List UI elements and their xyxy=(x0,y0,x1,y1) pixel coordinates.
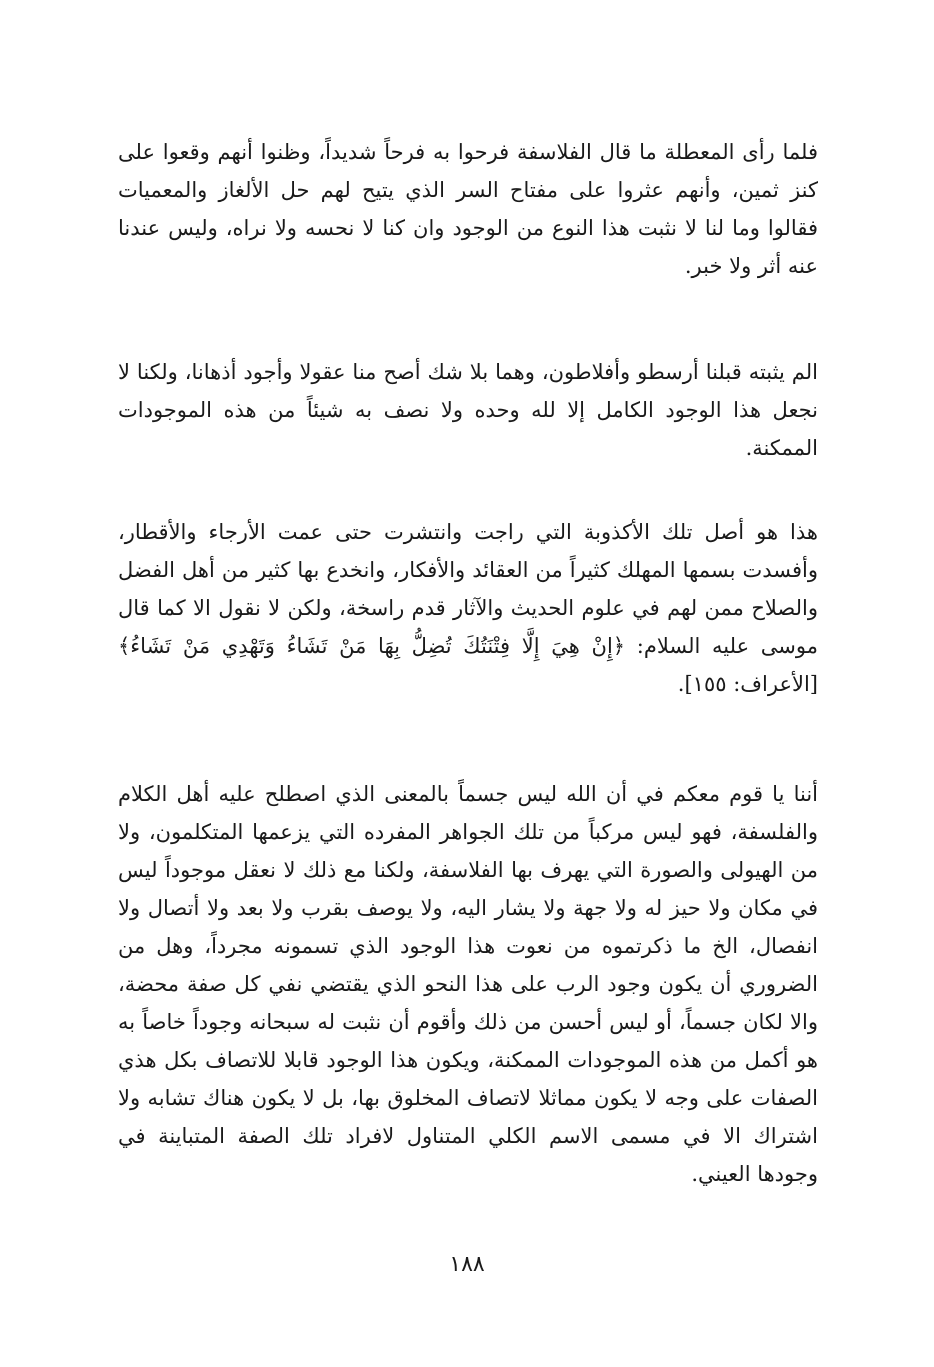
paragraph-1: فلما رأى المعطلة ما قال الفلاسفة فرحوا به فرحاً شديداً، وظنوا أنهم وقعوا على كنز ثمين، وأنهم عثروا على مفتاح السر الذي يتيح لهم حل الألغاز والمعميات فقالوا وما لنا لا نثبت هذا النوع من الوجود وان كنا لا نحسه ولا نراه، وليس عندنا عنه أثر ولا خبر. xyxy=(118,140,818,278)
paragraph-2: الم يثبته قبلنا أرسطو وأفلاطون، وهما بلا شك أصح منا عقولا وأجود أذهانا، ولكنا لا نجعل هذا الوجود الكامل إلا لله وحده ولا نصف به شيئاً من هذه الموجودات الممكنة. xyxy=(118,360,818,460)
page-number: ١٨٨ xyxy=(449,1252,485,1277)
paragraph-3: هذا هو أصل تلك الأكذوبة التي راجت وانتشرت حتى عمت الأرجاء والأقطار، وأفسدت بسمها المهلك كثيراً من العقائد والأفكار، وانخدع بها كثير من أهل الفضل والصلاح ممن لهم في علوم الحديث والآثار قدم راسخة، ولكن لا نقول الا كما قال موسى عليه السلام: ﴿إِنْ هِيَ إِلَّا فِتْنَتُكَ تُضِلُّ بِهَا مَنْ تَشَاءُ وَتَهْدِي مَنْ تَشَاءُ﴾ [الأعراف: ١٥٥]. xyxy=(118,520,818,696)
paragraph-4: أننا يا قوم معكم في أن الله ليس جسماً بالمعنى الذي اصطلح عليه أهل الكلام والفلسفة، فهو ليس مركباً من تلك الجواهر المفرده التي يزعمها المتكلمون، ولا من الهيولى والصورة التي يهرف بها الفلاسفة، ولكنا مع ذلك لا نعقل موجوداً ليس في مكان ولا حيز له ولا جهة ولا يشار اليه، ولا يوصف بقرب ولا بعد ولا أتصال ولا انفصال، الخ ما ذكرتموه من نعوت هذا الوجود الذي تسمونه مجرداً، وهل من الضروري أن يكون وجود الرب على هذا النحو الذي يقتضي نفي كل صفة محضة، والا لكان جسماً، أو ليس أحسن من ذلك وأقوم أن نثبت له سبحانه وجوداً خاصاً به هو أكمل من هذه الموجودات الممكنة، ويكون هذا الوجود قابلا للاتصاف بكل هذي الصفات على وجه لا يكون مماثلا لاتصاف المخلوق بها، بل لا يكون هناك تشابه ولا اشتراك الا في مسمى الاسم الكلي المتناول لافراد تلك الصفة المتباينة في وجودها العيني. xyxy=(118,782,818,1186)
